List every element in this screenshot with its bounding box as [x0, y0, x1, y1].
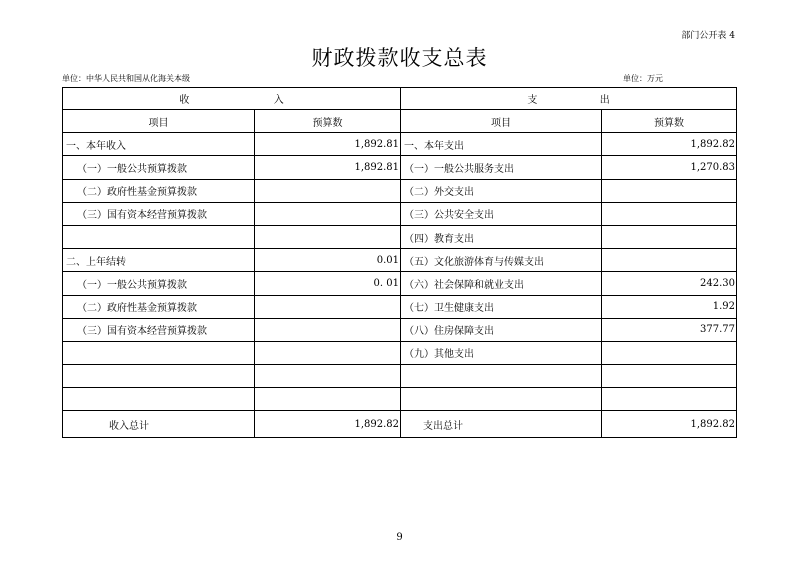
income-value	[255, 341, 401, 364]
income-value	[255, 179, 401, 202]
total-row	[63, 411, 737, 438]
income-item: 二、上年结转	[63, 249, 255, 272]
table-row	[63, 249, 737, 272]
page-title: 财政拨款收支总表	[311, 46, 488, 70]
expense-item: （九）其他支出	[401, 341, 602, 364]
expense-group-char-a: 支	[527, 95, 538, 106]
expense-value: 1.92	[602, 295, 737, 318]
income-budget-header: 预算数	[255, 110, 401, 133]
table-row	[63, 365, 737, 388]
expense-item	[401, 388, 602, 411]
expense-item-header: 项目	[401, 110, 602, 133]
income-value	[255, 202, 401, 225]
expense-item: （五）文化旅游体育与传媒支出	[401, 249, 602, 272]
table-row	[63, 133, 737, 156]
expense-value: 1,892.82	[602, 133, 737, 156]
expense-budget-header: 预算数	[602, 110, 737, 133]
table-row	[63, 295, 737, 318]
income-value	[255, 225, 401, 248]
unit-currency: 单位：万元	[623, 74, 663, 83]
expense-group-header	[401, 88, 737, 110]
expense-value	[602, 249, 737, 272]
income-total-value: 1,892.82	[255, 411, 401, 438]
income-group-header	[63, 88, 401, 110]
income-item	[63, 225, 255, 248]
expense-value: 242.30	[602, 272, 737, 295]
income-value	[255, 295, 401, 318]
expense-value	[602, 179, 737, 202]
income-item	[63, 388, 255, 411]
expense-item: （六）社会保障和就业支出	[401, 272, 602, 295]
income-item: （三）国有资本经营预算拨款	[63, 202, 255, 225]
table-row	[63, 202, 737, 225]
table-column-header	[63, 110, 737, 133]
income-item: （三）国有资本经营预算拨款	[63, 318, 255, 341]
table-row	[63, 341, 737, 364]
income-value: 1,892.81	[255, 156, 401, 179]
expense-value	[602, 225, 737, 248]
form-number-label: 部门公开表 4	[681, 31, 735, 41]
budget-table	[62, 87, 737, 438]
expense-value	[602, 202, 737, 225]
income-group-char-b: 入	[273, 95, 284, 106]
income-value	[255, 365, 401, 388]
income-group-char-a: 收	[179, 95, 190, 106]
expense-item: 一、本年支出	[401, 133, 602, 156]
income-value: 1,892.81	[255, 133, 401, 156]
income-item: （二）政府性基金预算拨款	[63, 295, 255, 318]
expense-item	[401, 365, 602, 388]
expense-item: （一）一般公共服务支出	[401, 156, 602, 179]
table-row	[63, 272, 737, 295]
income-total-label: 收入总计	[63, 411, 255, 438]
table-row	[63, 179, 737, 202]
income-item: （一）一般公共预算拨款	[63, 156, 255, 179]
income-item-header: 项目	[63, 110, 255, 133]
income-value: 0.01	[255, 249, 401, 272]
income-value: 0. 01	[255, 272, 401, 295]
expense-item: （四）教育支出	[401, 225, 602, 248]
expense-value: 1,270.83	[602, 156, 737, 179]
table-row	[63, 225, 737, 248]
income-item: （二）政府性基金预算拨款	[63, 179, 255, 202]
page-number: 9	[396, 532, 403, 543]
income-item: （一）一般公共预算拨款	[63, 272, 255, 295]
expense-group-char-b: 出	[599, 95, 610, 106]
table-row	[63, 318, 737, 341]
expense-total-value: 1,892.82	[602, 411, 737, 438]
expense-value	[602, 365, 737, 388]
unit-organization: 单位：中华人民共和国从化海关本级	[62, 74, 190, 83]
expense-item: （八）住房保障支出	[401, 318, 602, 341]
table-row	[63, 156, 737, 179]
expense-value	[602, 388, 737, 411]
income-item: 一、本年收入	[63, 133, 255, 156]
table-row	[63, 388, 737, 411]
expense-value: 377.77	[602, 318, 737, 341]
expense-total-label: 支出总计	[401, 411, 602, 438]
expense-item: （二）外交支出	[401, 179, 602, 202]
income-value	[255, 318, 401, 341]
income-item	[63, 365, 255, 388]
expense-item: （三）公共安全支出	[401, 202, 602, 225]
income-value	[255, 388, 401, 411]
income-item	[63, 341, 255, 364]
table-group-header	[63, 88, 737, 110]
expense-value	[602, 341, 737, 364]
expense-item: （七）卫生健康支出	[401, 295, 602, 318]
